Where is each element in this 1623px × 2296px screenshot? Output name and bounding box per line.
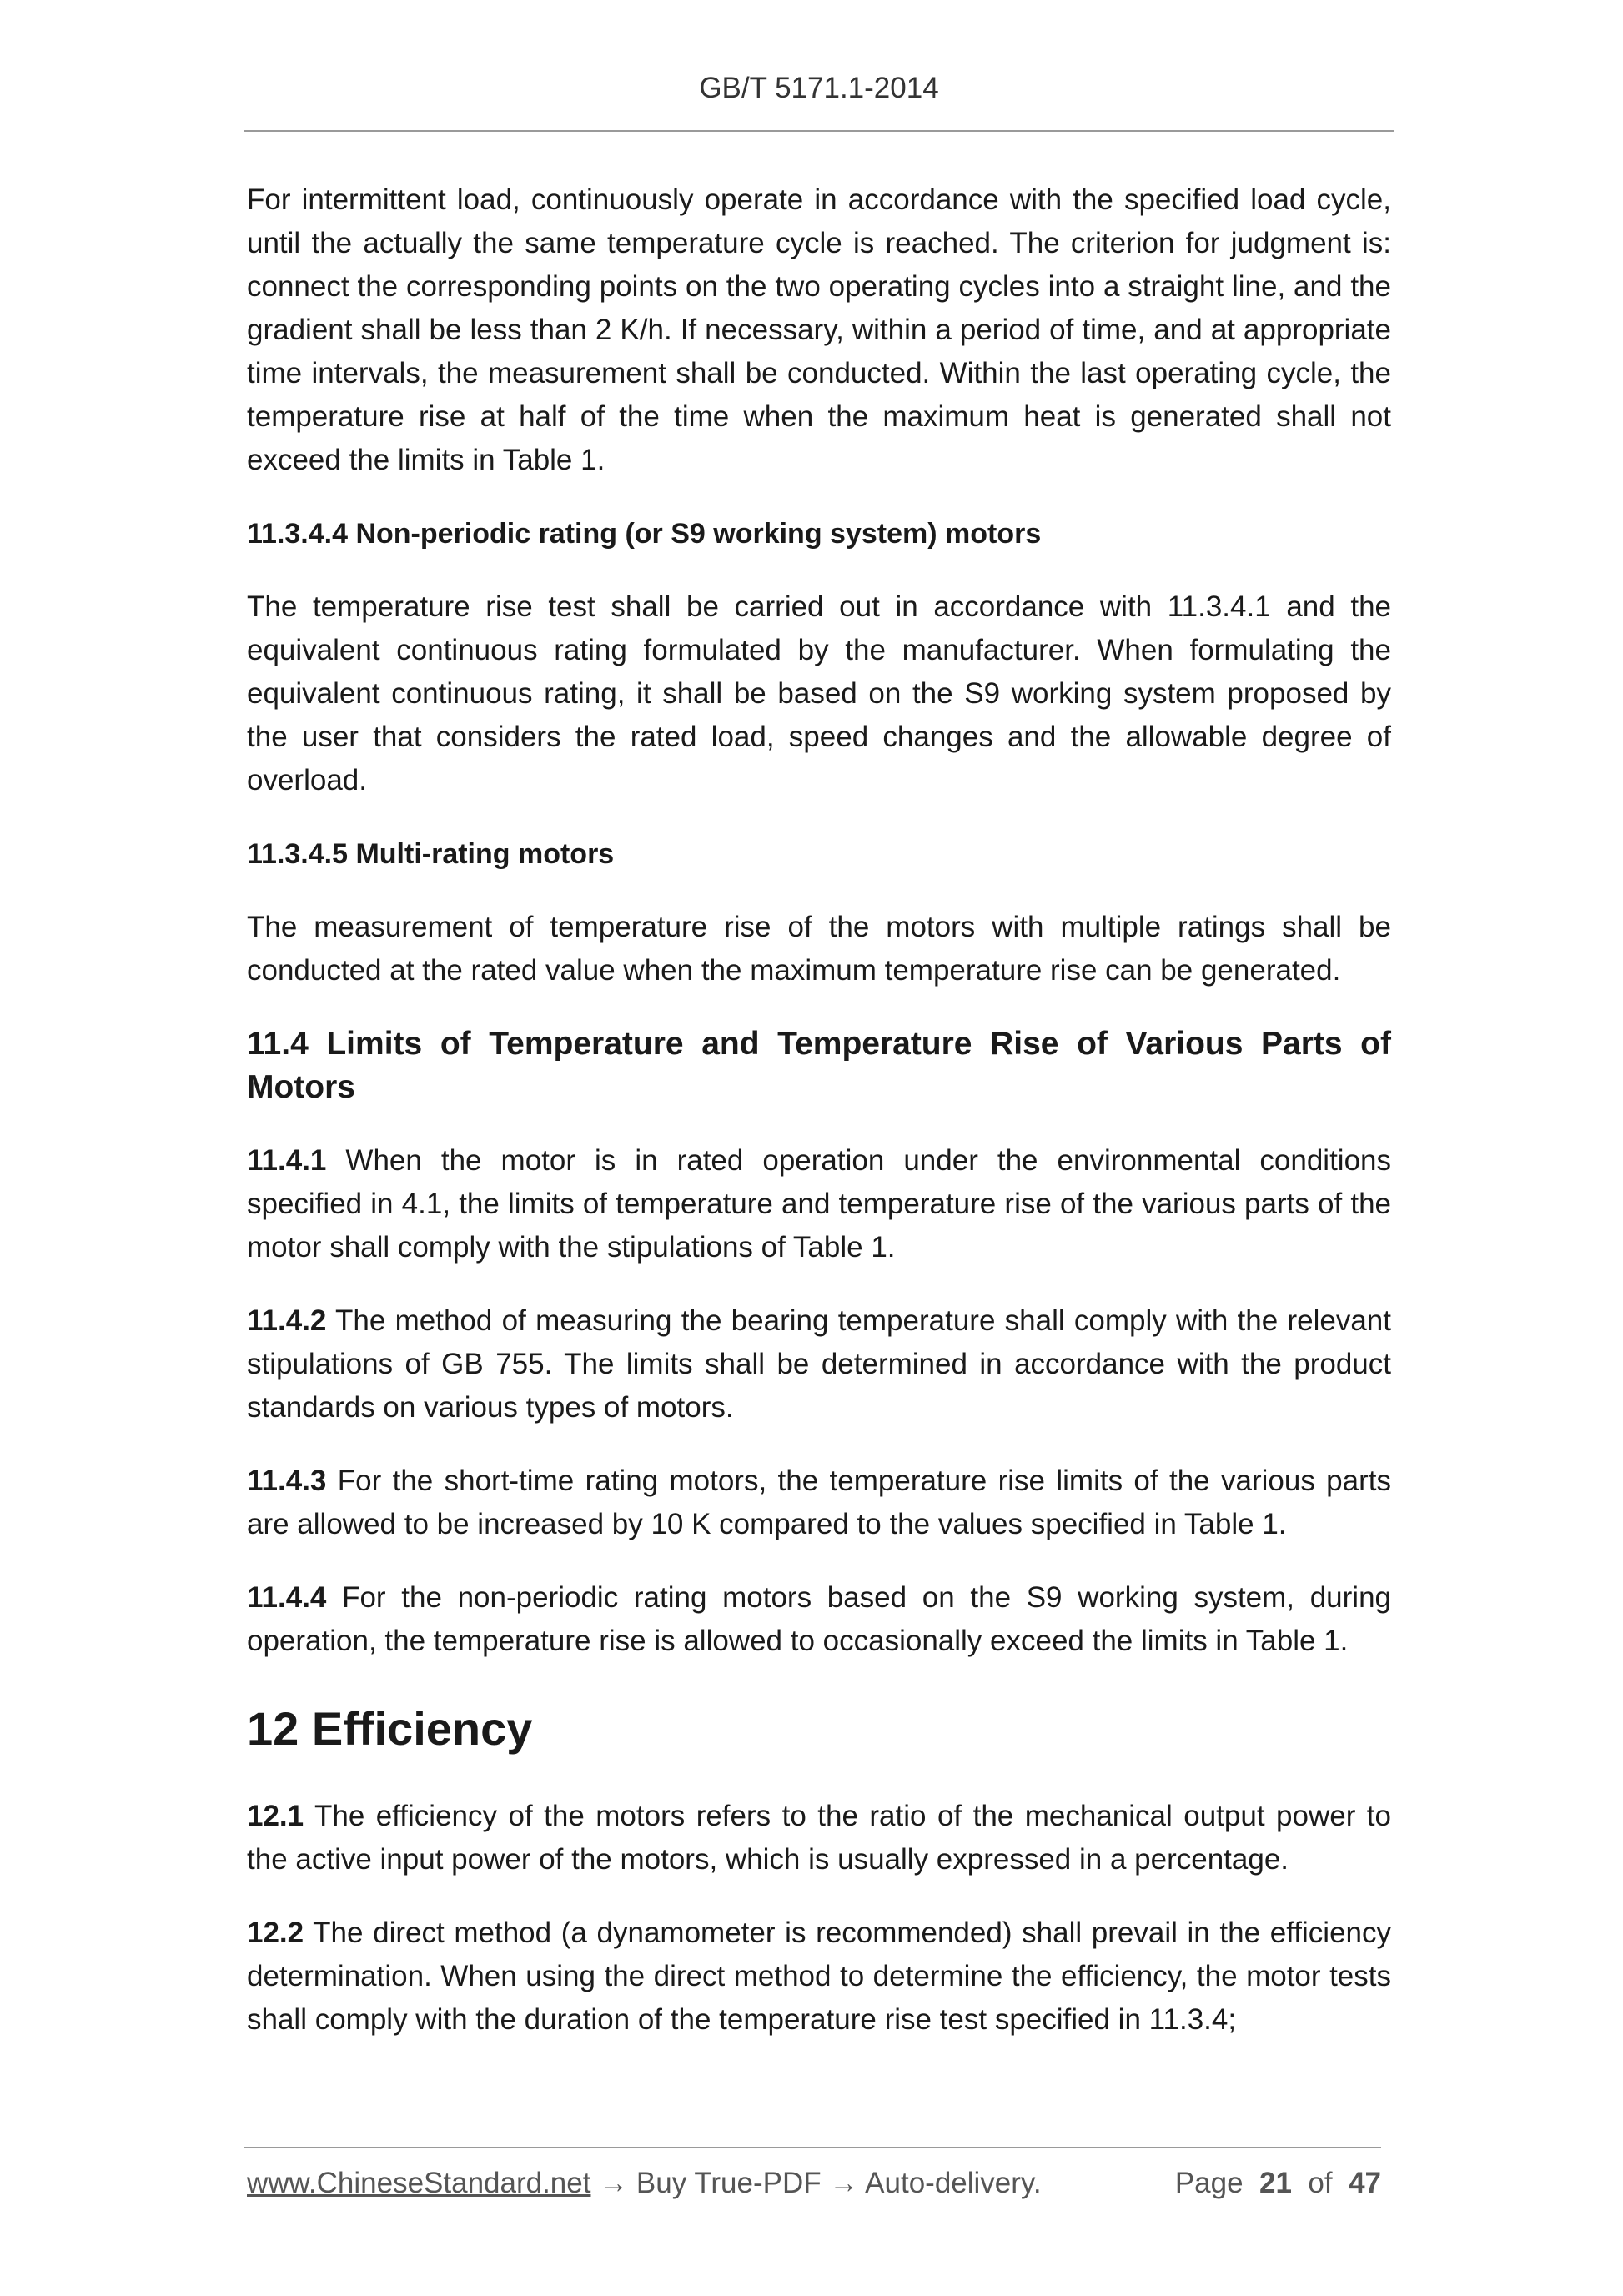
paragraph-11-3-4-5: The measurement of temperature rise of the motors with multiple ratings shall be conducted at the rated value when the maximum temperature rise can be generated. — [247, 911, 1391, 987]
page-label: Page — [1174, 2167, 1244, 2199]
paragraph-11-4-1 — [247, 1139, 1391, 1269]
header-divider — [244, 130, 1394, 132]
promo-text: → Buy True-PDF → Auto-delivery. — [590, 2167, 1042, 2199]
clause-text: For the short-time rating motors, the temperature rise limits of the various parts are allowed to be increased by 10 K compared to the values specified in Table 1. — [247, 1465, 1391, 1540]
clause-number: 11.4.2 — [247, 1304, 327, 1337]
paragraph-11-4-4 — [247, 1576, 1391, 1663]
paragraph-12-1 — [247, 1795, 1391, 1882]
clause-text: For the non-periodic rating motors based on the S9 working system, during operation, the temperature rise is allowed to occasionally exceed the limits in Table 1. — [247, 1581, 1391, 1657]
clause-number: 11.4.3 — [247, 1465, 327, 1497]
footer-promo — [247, 2167, 1042, 2200]
paragraph-11-3-4-4: The temperature rise test shall be carried out in accordance with 11.3.4.1 and the equivalent continuous rating formulated by the manufacturer. When formulating the equivalent continuous rating, it shall be based on the S9 working system proposed by the user that considers the rated load, speed changes and the allowable degree of overload. — [247, 590, 1391, 796]
of-label: of — [1308, 2167, 1333, 2199]
page-header: GB/T 5171.1-2014 — [699, 72, 939, 104]
heading-11-3-4-4: 11.3.4.4 Non-periodic rating (or S9 working system) motors — [247, 518, 1042, 550]
heading-12-efficiency: 12 Efficiency — [247, 1702, 533, 1755]
paragraph-11-4-3 — [247, 1459, 1391, 1546]
site-link[interactable]: www.ChineseStandard.net — [247, 2167, 591, 2199]
clause-number: 11.4.1 — [247, 1144, 327, 1177]
document-body — [247, 178, 1391, 2042]
clause-text: The direct method (a dynamometer is recommended) shall prevail in the efficiency determination. When using the direct method to determine the efficiency, the motor tests shall comply with the duration of the temperature rise test specified in 11.3.4; — [247, 1917, 1392, 2036]
footer-divider — [244, 2147, 1381, 2148]
paragraph-intermittent-load: For intermittent load, continuously operate in accordance with the specified load cycle, until the actually the same temperature cycle is reached. The criterion for judgment is: connect the corresponding points on the two operating cycles into a straight line, and the gradient shall be less than 2 K/h. If necessary, within a period of time, and at appropriate time intervals, the measurement shall be conducted. Within the last operating cycle, the temperature rise at half of the time when the maximum heat is generated shall not exceed the limits in Table 1. — [247, 183, 1391, 476]
clause-number: 11.4.4 — [247, 1581, 327, 1614]
paragraph-11-4-2 — [247, 1299, 1391, 1429]
clause-number: 12.1 — [247, 1800, 304, 1832]
page-total: 47 — [1349, 2167, 1381, 2199]
clause-text: The efficiency of the motors refers to the ratio of the mechanical output power to the active input power of the motors, which is usually expressed in a percentage. — [247, 1800, 1392, 1876]
clause-text: The method of measuring the bearing temperature shall comply with the relevant stipulations of GB 755. The limits shall be determined in accordance with the product standards on various types of motors. — [247, 1304, 1391, 1424]
page-footer — [247, 2167, 1381, 2200]
clause-text: When the motor is in rated operation under the environmental conditions specified in 4.1, the limits of temperature and temperature rise of the various parts of the motor shall comply with the stipulations of Table 1. — [247, 1144, 1391, 1264]
page-number: 21 — [1259, 2167, 1292, 2199]
paragraph-12-2 — [247, 1912, 1391, 2042]
page-indicator — [1175, 2167, 1381, 2200]
clause-number: 12.2 — [247, 1917, 304, 1949]
heading-11-3-4-5: 11.3.4.5 Multi-rating motors — [247, 838, 615, 870]
heading-11-4: 11.4 Limits of Temperature and Temperature Rise of Various Parts of Motors — [247, 1026, 1391, 1105]
